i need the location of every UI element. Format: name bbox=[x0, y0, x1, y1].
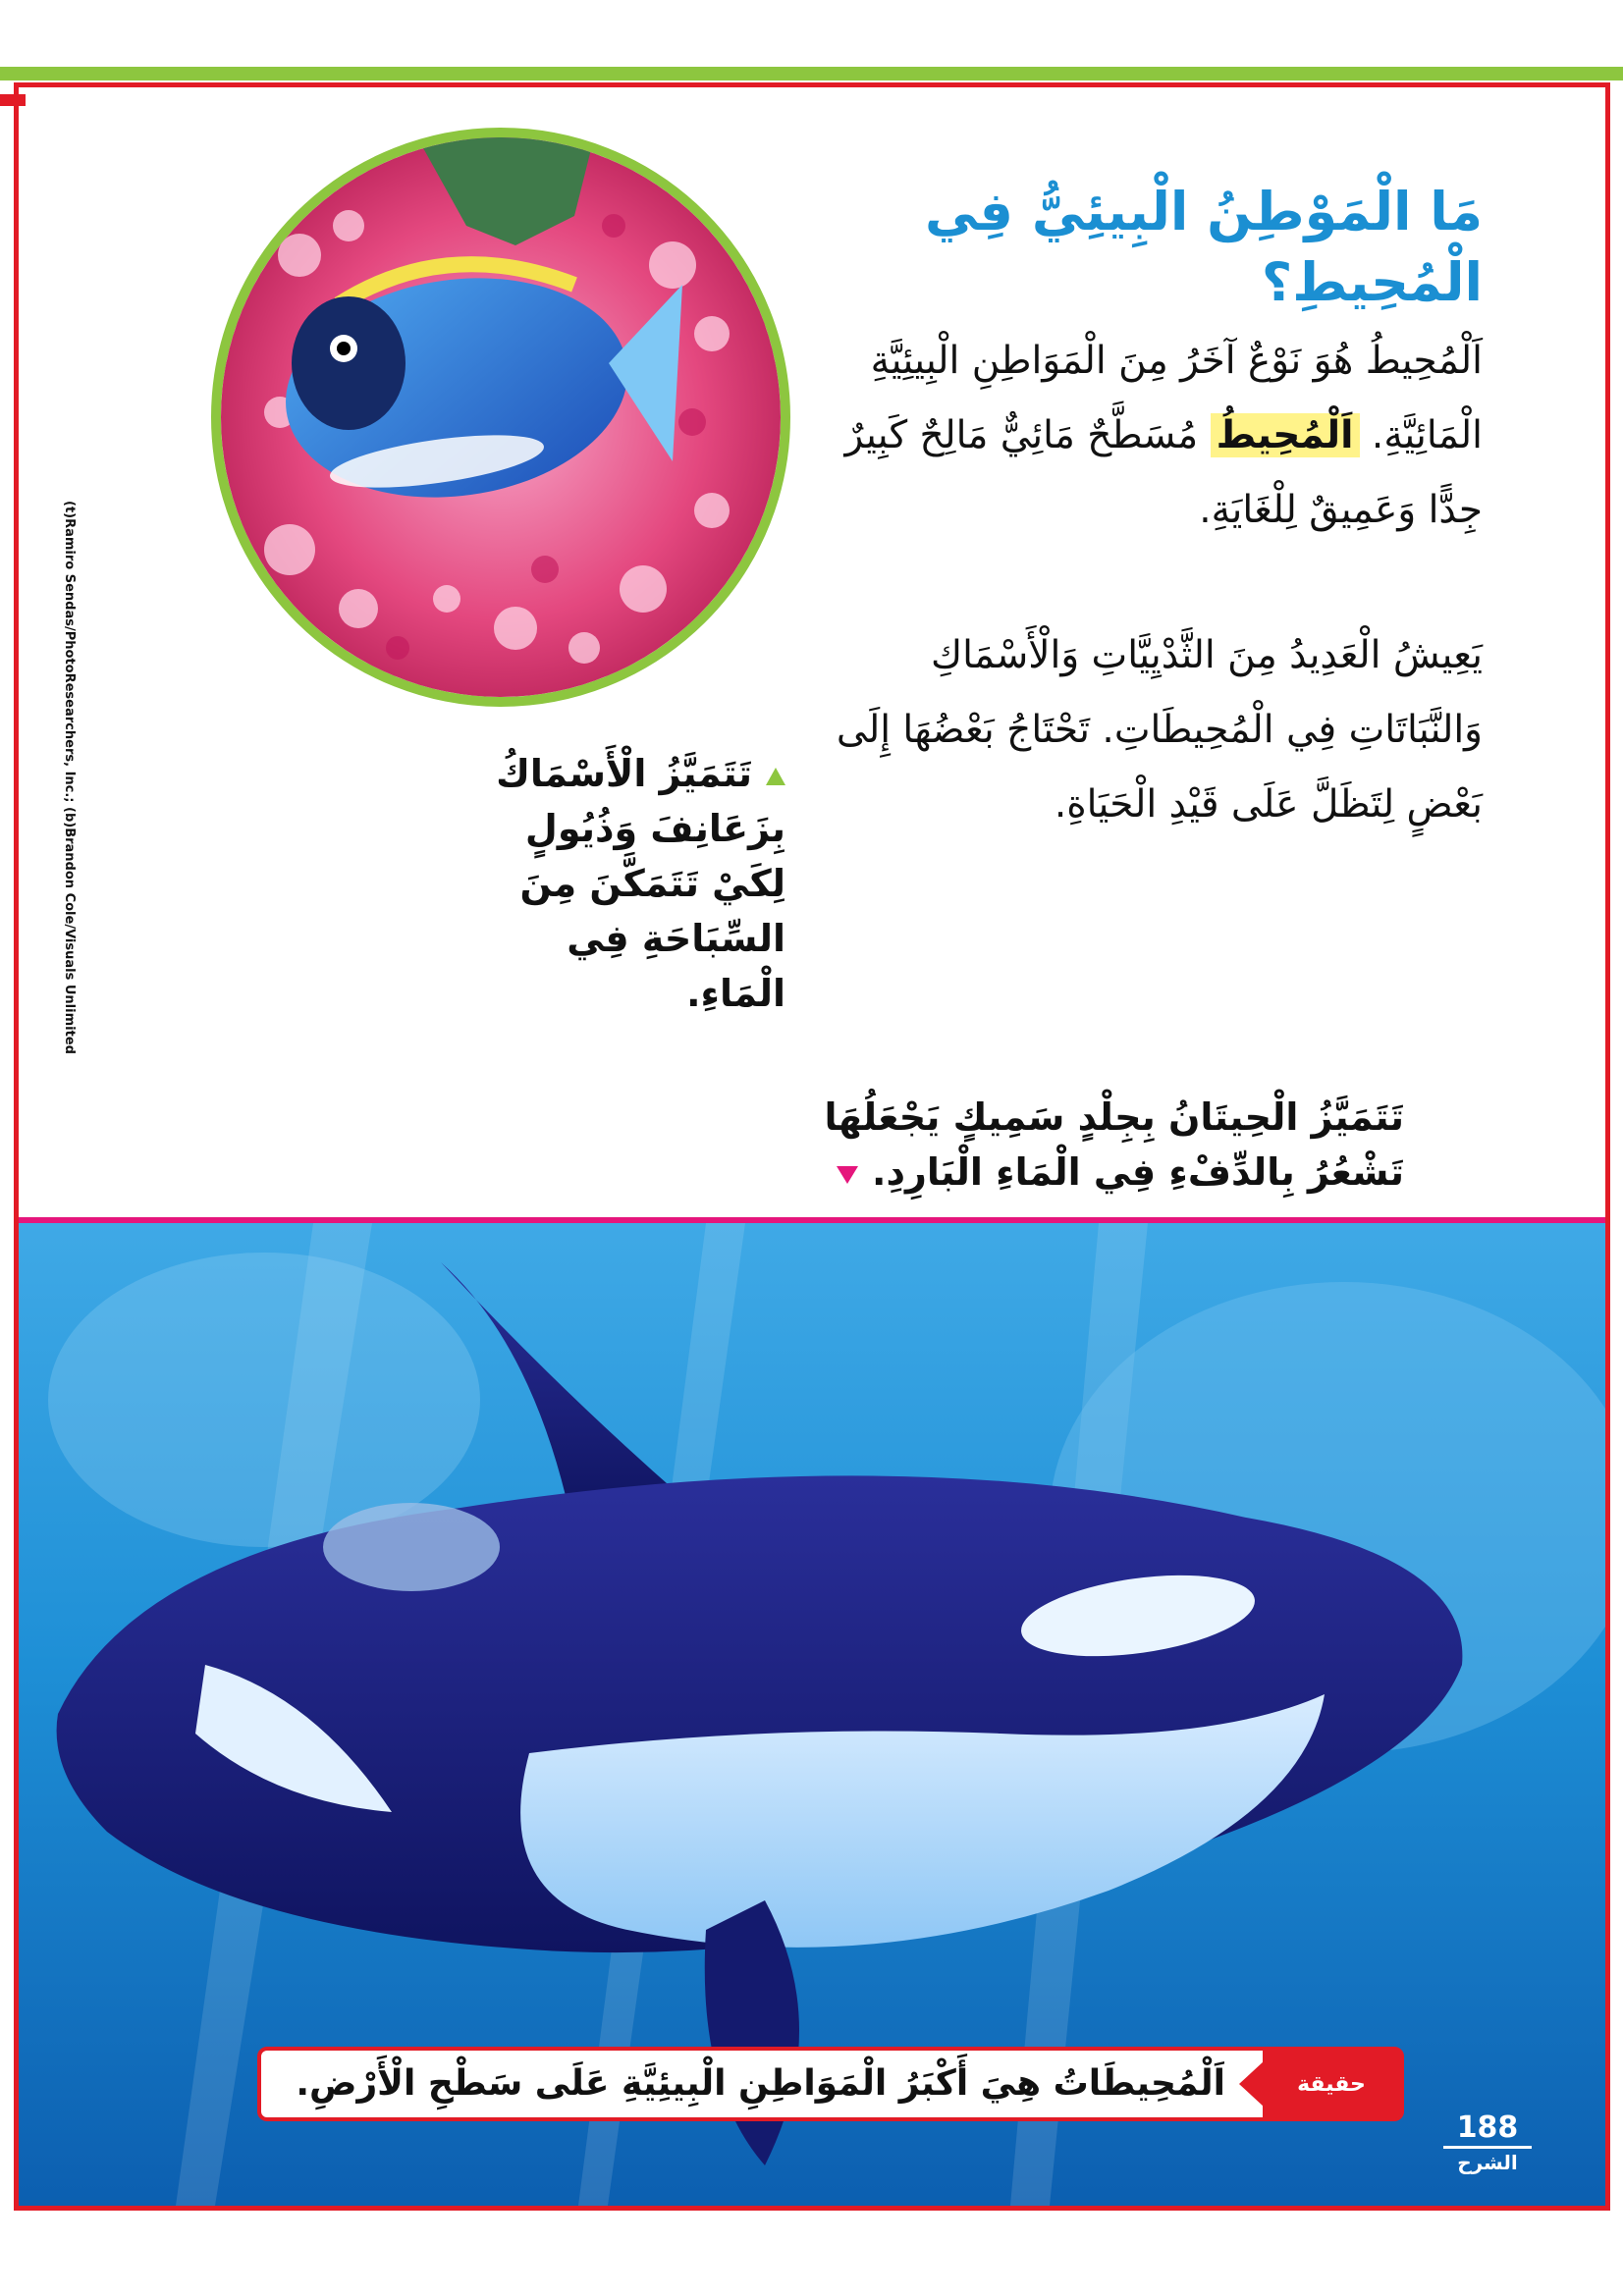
vocabulary-term-highlight: اَلْمُحِيطُ bbox=[1211, 413, 1360, 457]
fact-arrow-icon bbox=[1239, 2060, 1265, 2108]
fact-label: حقيقة bbox=[1263, 2051, 1400, 2117]
paragraph-definition-intro: اَلْمُحِيطُ هُوَ نَوْعٌ آخَرُ مِنَ الْمَوَاطِنِ الْبِيئِيَّةِ الْمَائِيَّةِ. bbox=[870, 339, 1483, 457]
fact-box bbox=[257, 2047, 1404, 2121]
page-number bbox=[1443, 2110, 1532, 2176]
whale-caption bbox=[766, 1090, 1404, 1200]
fact-text: اَلْمُحِيطَاتُ هِيَ أَكْبَرُ الْمَوَاطِنِ الْبِيئِيَّةِ عَلَى سَطْحِ الْأَرْضِ. bbox=[296, 2063, 1225, 2104]
triangle-up-icon bbox=[766, 768, 785, 785]
fish-caption bbox=[461, 746, 785, 1021]
page-number-label: الشرح bbox=[1457, 2151, 1518, 2174]
whale-caption-text: تَتَمَيَّزُ الْحِيتَانُ بِجِلْدٍ سَمِيكٍ يَجْعَلُهَا تَشْعُرُ بِالدِّفْءِ فِي الْمَاءِ الْبَارِدِ. bbox=[824, 1095, 1404, 1194]
section-heading: مَا الْمَوْطِنُ الْبِيئِيُّ فِي الْمُحِيطِ؟ bbox=[925, 181, 1483, 313]
triangle-down-icon bbox=[837, 1166, 858, 1184]
paragraph-ocean-life: يَعِيشُ الْعَدِيدُ مِنَ الثَّدْيِيَّاتِ وَالْأَسْمَاكِ وَالنَّبَاتَاتِ فِي الْمُحِيطَاتِ. تَحْتَاجُ بَعْضُهَا إِلَى بَعْضٍ لِتَظَلَّ عَلَى قَيْدِ الْحَيَاةِ. bbox=[836, 633, 1483, 827]
paragraph-definition-text: مُسَطَّحٌ مَائِيٌّ مَالِحٌ كَبِيرٌ جِدًّا وَعَمِيقٌ لِلْغَايَةِ. bbox=[844, 413, 1483, 532]
page-number-value: 188 bbox=[1443, 2110, 1532, 2149]
fish-caption-text: تَتَمَيَّزُ الْأَسْمَاكُ بِزَعَانِفَ وَذُيُولٍ لِكَيْ تَتَمَكَّنَ مِنَ السِّبَاحَةِ فِي الْمَاءِ. bbox=[496, 752, 785, 1015]
fish-photo bbox=[211, 128, 790, 707]
photo-credit-top: (t)Ramiro Sendas/PhotoResearchers, Inc.; (b)Brandon Cole/Visuals Unlimited bbox=[62, 501, 77, 1054]
top-green-rule bbox=[0, 67, 1623, 80]
paragraph-definition bbox=[805, 324, 1483, 548]
fish-illustration bbox=[221, 137, 781, 697]
